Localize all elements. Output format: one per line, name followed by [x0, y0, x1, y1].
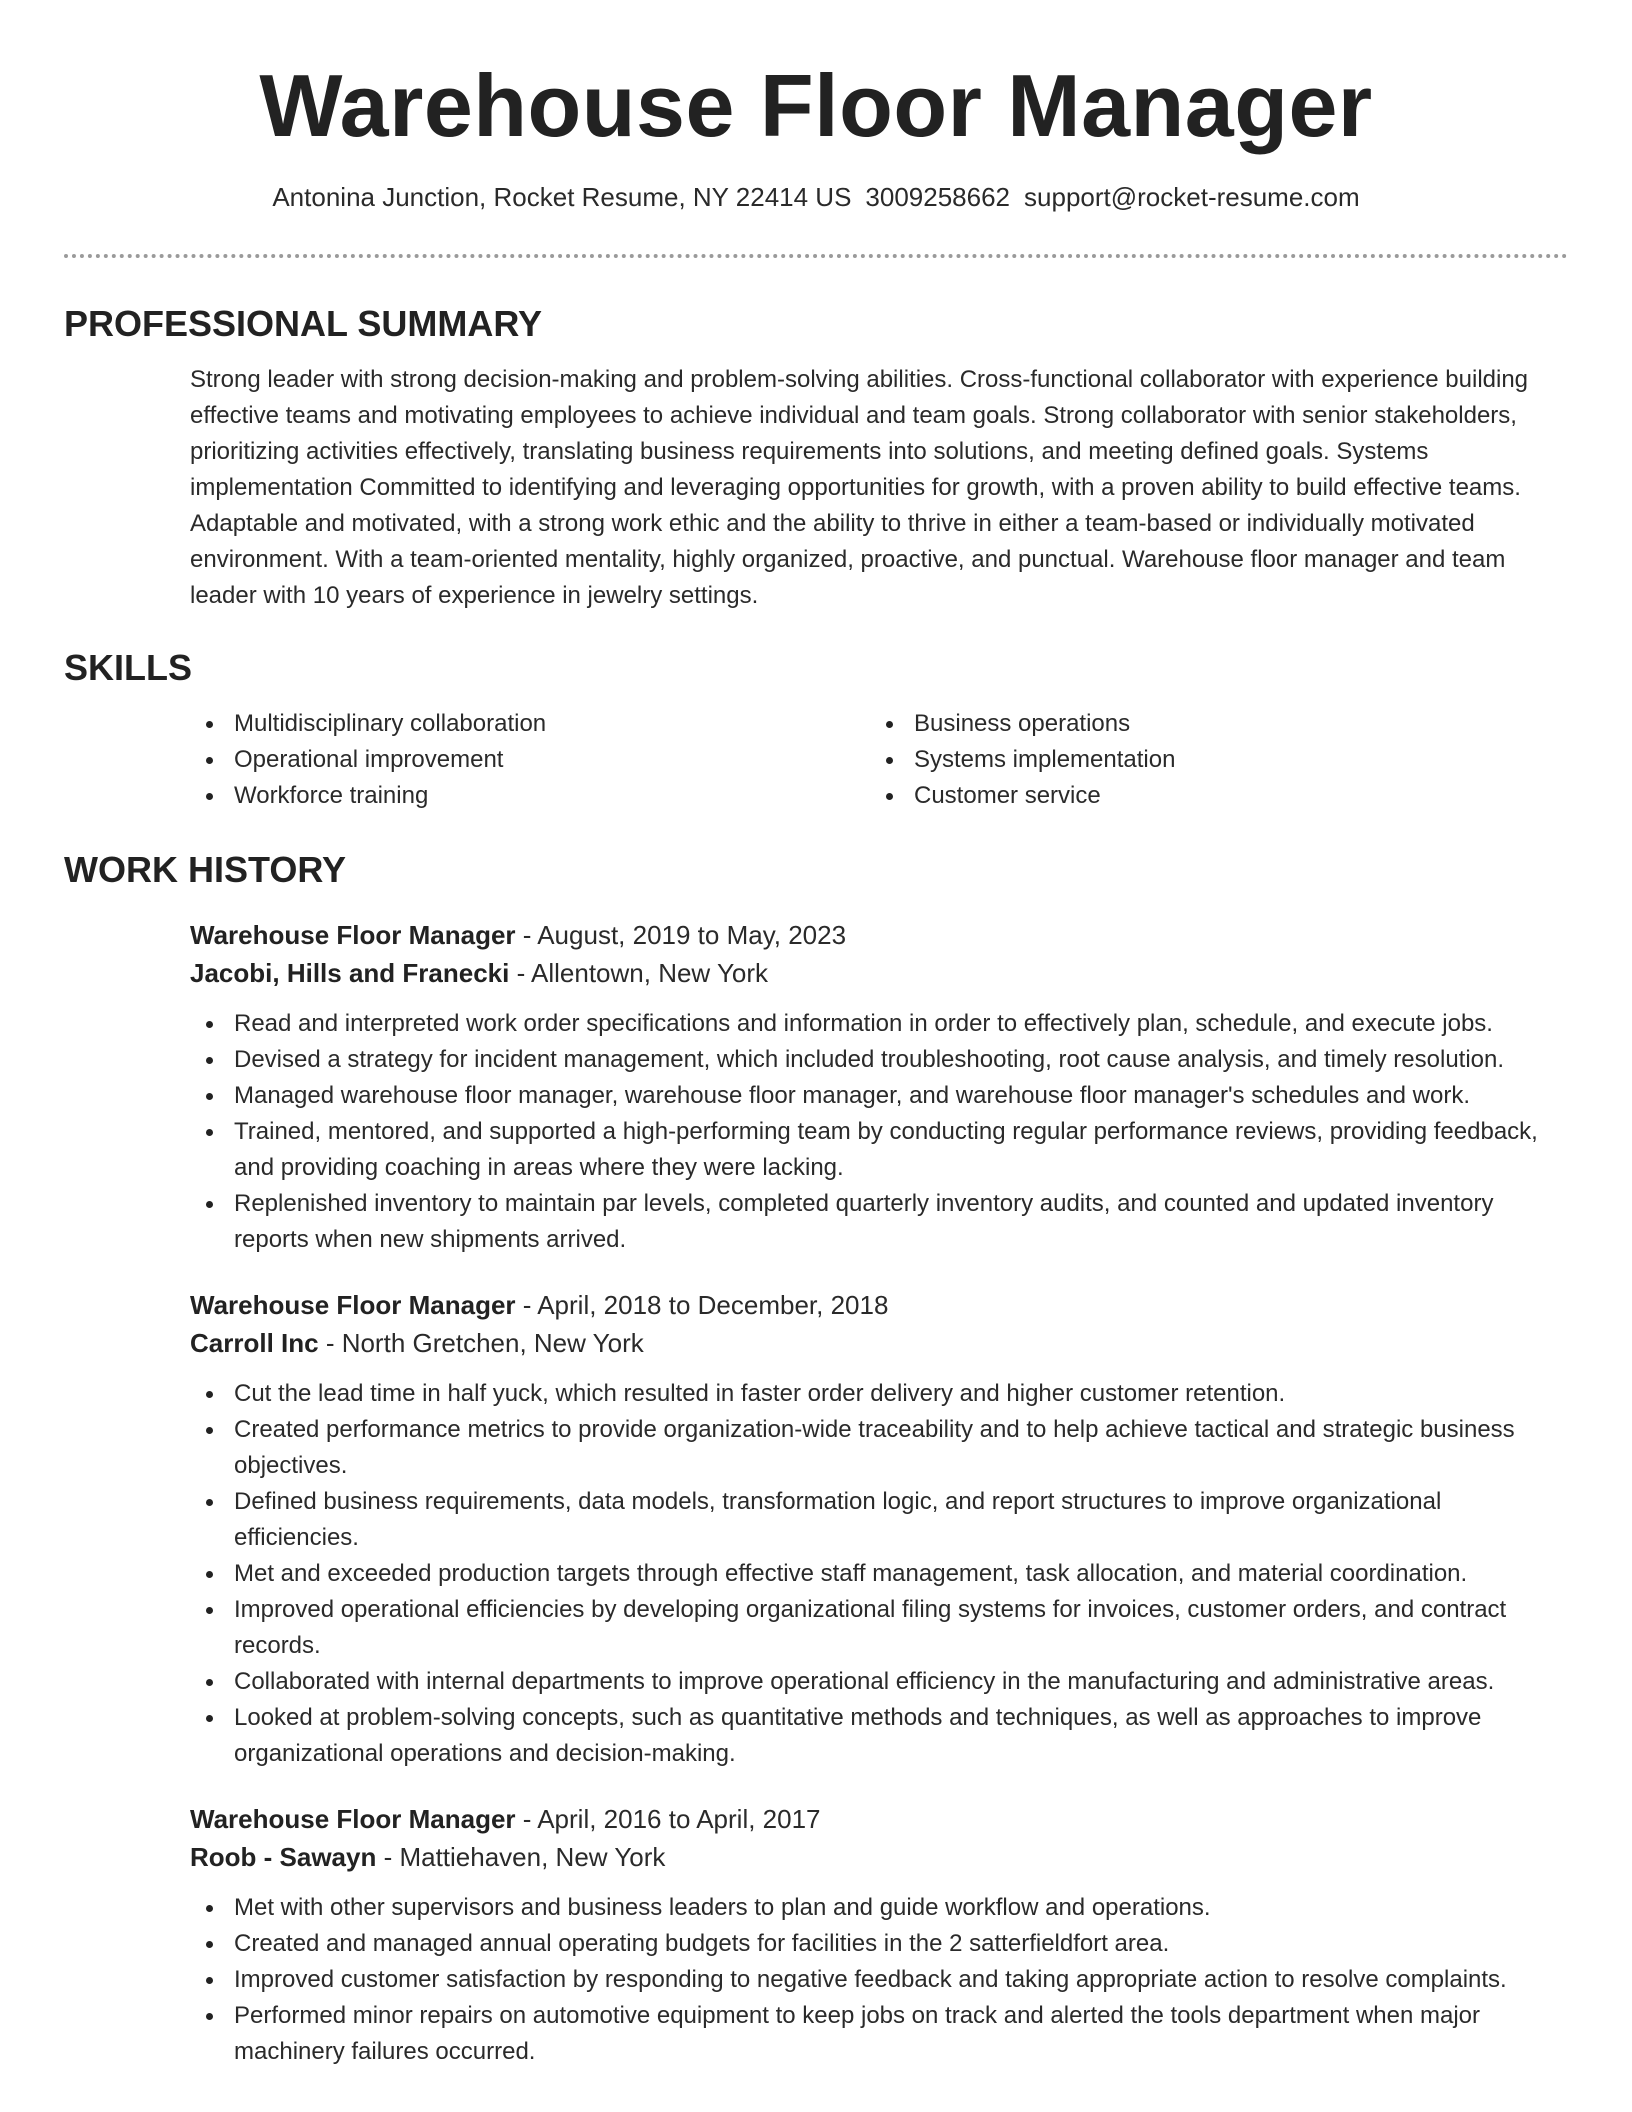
job-bullets — [190, 1890, 1568, 2070]
skill-item: Systems implementation — [870, 742, 1568, 778]
job-bullet: Improved customer satisfaction by responding to negative feedback and taking appropriate action to resolve complaints. — [190, 1962, 1568, 1998]
job-role: Warehouse Floor Manager — [190, 1804, 516, 1834]
job-bullet: Collaborated with internal departments to improve operational efficiency in the manufacturing and administrative areas. — [190, 1664, 1568, 1700]
job-role-line — [190, 916, 1568, 954]
job-dates: - August, 2019 to May, 2023 — [515, 920, 847, 950]
job-location: - North Gretchen, New York — [318, 1328, 644, 1358]
job-entry — [190, 916, 1568, 1258]
job-dates: - April, 2018 to December, 2018 — [515, 1290, 889, 1320]
job-bullets — [190, 1376, 1568, 1772]
job-entry — [190, 1286, 1568, 1772]
contact-line — [64, 180, 1568, 214]
job-bullet: Managed warehouse floor manager, warehouse floor manager, and warehouse floor manager's schedules and work. — [190, 1078, 1568, 1114]
skill-item: Business operations — [870, 706, 1568, 742]
contact-address: Antonina Junction, Rocket Resume, NY 22414 US — [272, 182, 852, 212]
skills-column-right — [870, 706, 1568, 814]
job-company: Roob - Sawayn — [190, 1842, 377, 1872]
job-entry — [190, 1800, 1568, 2070]
job-bullet: Defined business requirements, data models, transformation logic, and report structures to improve organizational efficiencies. — [190, 1484, 1568, 1556]
job-bullets — [190, 1006, 1568, 1258]
summary-text: Strong leader with strong decision-making and problem-solving abilities. Cross-functional collaborator with experience building effective teams and motivating employees to achieve individual and team goals. Strong collaborator with senior stakeholders, prioritizing activities effectively, translating business requirements into solutions, and meeting defined goals. Systems implementation Committed to identifying and leveraging opportunities for growth, with a proven ability to build effective teams. Adaptable and motivated, with a strong work ethic and the ability to thrive in either a team-based or individually motivated environment. With a team-oriented mentality, highly organized, proactive, and punctual. Warehouse floor manager and team leader with 10 years of experience in jewelry settings. — [190, 366, 1529, 609]
job-bullet: Met with other supervisors and business leaders to plan and guide workflow and operations. — [190, 1890, 1568, 1926]
job-bullet: Created and managed annual operating budgets for facilities in the 2 satterfieldfort area. — [190, 1926, 1568, 1962]
summary-heading: PROFESSIONAL SUMMARY — [64, 303, 543, 344]
skills-list — [190, 706, 1568, 814]
job-bullet: Cut the lead time in half yuck, which resulted in faster order delivery and higher customer retention. — [190, 1376, 1568, 1412]
job-company-line — [190, 1324, 1568, 1362]
contact-email: support@rocket-resume.com — [1024, 182, 1360, 212]
skill-item: Customer service — [870, 778, 1568, 814]
job-bullet: Performed minor repairs on automotive equipment to keep jobs on track and alerted the tools department when major machinery failures occurred. — [190, 1998, 1568, 2070]
skills-column-left — [190, 706, 870, 814]
job-bullet: Read and interpreted work order specifications and information in order to effectively plan, schedule, and execute jobs. — [190, 1006, 1568, 1042]
job-role: Warehouse Floor Manager — [190, 920, 516, 950]
job-bullet: Looked at problem-solving concepts, such as quantitative methods and techniques, as well as approaches to improve organizational operations and decision-making. — [190, 1700, 1568, 1772]
job-role: Warehouse Floor Manager — [190, 1290, 516, 1320]
work-history-list — [190, 916, 1568, 2070]
skill-item: Operational improvement — [190, 742, 870, 778]
skill-item: Multidisciplinary collaboration — [190, 706, 870, 742]
job-bullet: Replenished inventory to maintain par levels, completed quarterly inventory audits, and counted and updated inventory reports when new shipments arrived. — [190, 1186, 1568, 1258]
header-divider — [64, 254, 1568, 258]
job-company-line — [190, 1838, 1568, 1876]
contact-phone: 3009258662 — [865, 182, 1011, 212]
resume-title: Warehouse Floor Manager — [259, 56, 1373, 155]
skill-item: Workforce training — [190, 778, 870, 814]
job-dates: - April, 2016 to April, 2017 — [515, 1804, 821, 1834]
job-bullet: Devised a strategy for incident management, which included troubleshooting, root cause analysis, and timely resolution. — [190, 1042, 1568, 1078]
job-bullet: Created performance metrics to provide organization-wide traceability and to help achieve tactical and strategic business objectives. — [190, 1412, 1568, 1484]
job-bullet: Trained, mentored, and supported a high-performing team by conducting regular performance reviews, providing feedback, and providing coaching in areas where they were lacking. — [190, 1114, 1568, 1186]
job-location: - Mattiehaven, New York — [376, 1842, 666, 1872]
job-company-line — [190, 954, 1568, 992]
work-history-heading: WORK HISTORY — [64, 849, 347, 890]
job-company: Carroll Inc — [190, 1328, 319, 1358]
job-bullet: Met and exceeded production targets through effective staff management, task allocation, and material coordination. — [190, 1556, 1568, 1592]
job-bullet: Improved operational efficiencies by developing organizational filing systems for invoices, customer orders, and contract records. — [190, 1592, 1568, 1664]
job-role-line — [190, 1286, 1568, 1324]
skills-heading: SKILLS — [64, 647, 193, 688]
job-company: Jacobi, Hills and Franecki — [190, 958, 510, 988]
job-location: - Allentown, New York — [509, 958, 769, 988]
job-role-line — [190, 1800, 1568, 1838]
